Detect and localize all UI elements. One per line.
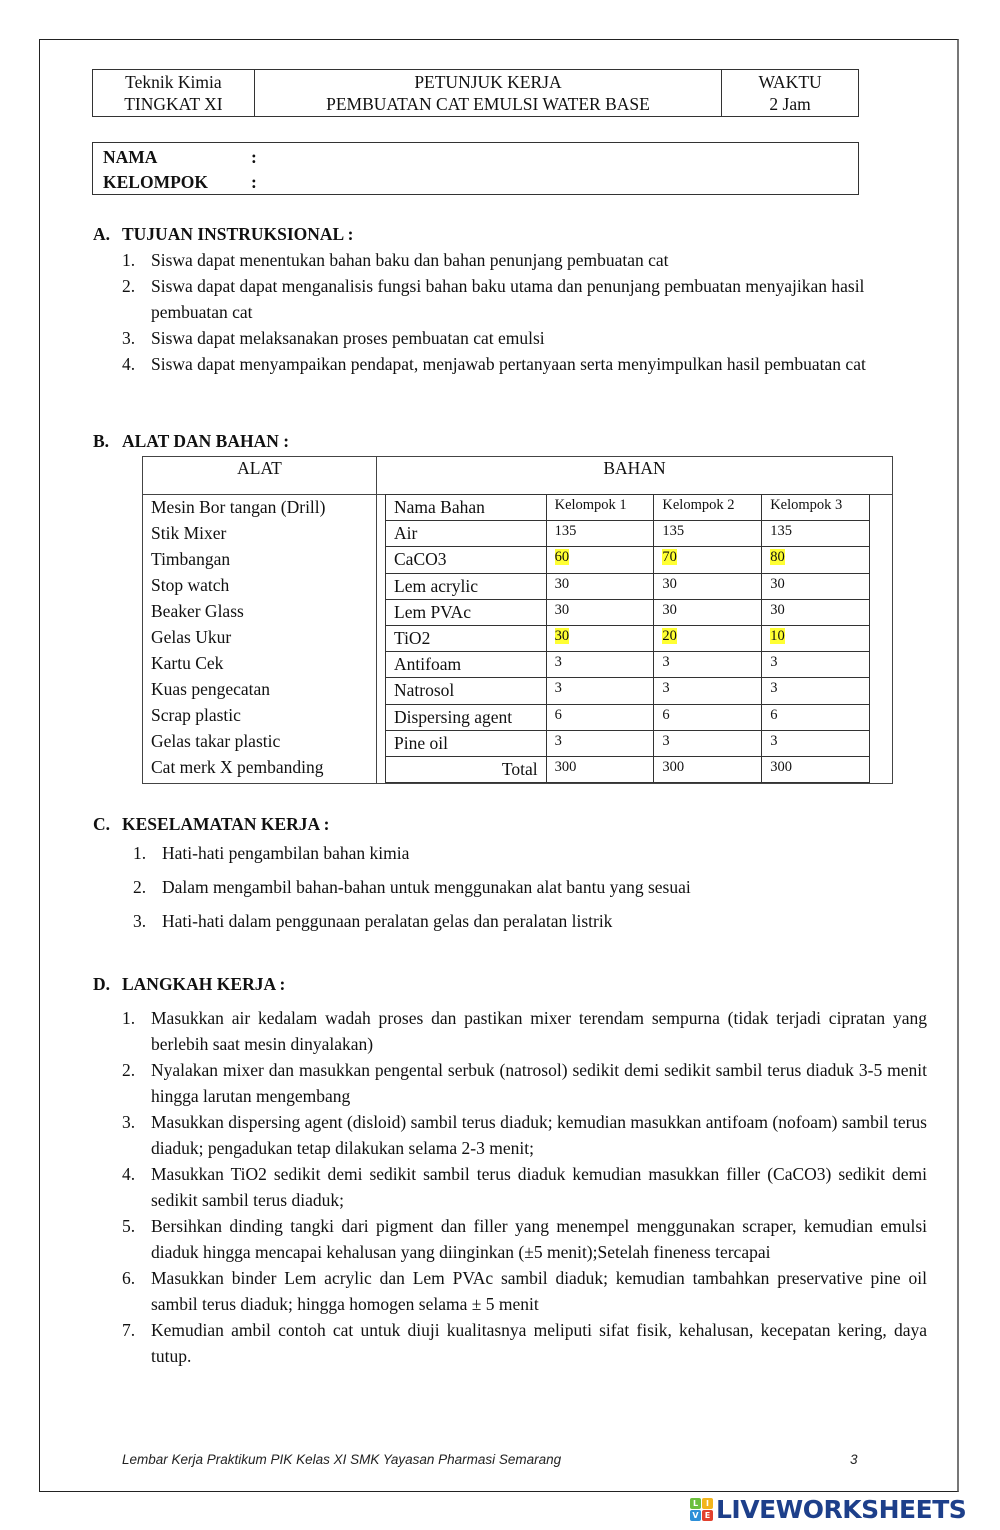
tools-column-header: ALAT (237, 458, 282, 478)
tool-item: Stop watch (151, 575, 230, 595)
amount-cell: 135 (654, 521, 762, 547)
column-header: Nama Bahan (386, 495, 547, 521)
tool-item: Gelas takar plastic (151, 731, 281, 751)
total-cell: 300 (654, 756, 762, 782)
amount-cell: 3 (654, 730, 762, 756)
item-text: Hati-hati pengambilan bahan kimia (162, 843, 410, 863)
list-item (122, 1265, 927, 1317)
material-name: Antifoam (386, 652, 547, 678)
footer-text: Lembar Kerja Praktikum PIK Kelas XI SMK Yayasan Pharmasi Semarang (122, 1452, 562, 1467)
list-item (122, 1161, 927, 1213)
highlighted-amount: 80 (770, 549, 785, 566)
logo-tile: V (690, 1510, 701, 1521)
step-number: 3. (122, 1112, 136, 1132)
material-name: CaCO3 (386, 547, 547, 573)
step-text: Masukkan dispersing agent (disloid) sambil terus diaduk; kemudian masukkan antifoam (nofoam) sambil terus diaduk; pengadukan tetap dilakukan selama 2-3 menit; (151, 1112, 927, 1158)
amount-cell: 3 (654, 652, 762, 678)
logo-tile: I (702, 1498, 713, 1509)
amount-cell (546, 625, 654, 651)
list-item (133, 904, 833, 938)
list-item (133, 870, 833, 904)
tool-item: Timbangan (151, 549, 231, 569)
item-text: Siswa dapat dapat menganalisis fungsi bahan baku utama dan penunjang pembuatan menyajikan hasil pembuatan cat (151, 276, 865, 322)
amount-cell: 30 (762, 573, 870, 599)
amount-cell (654, 547, 762, 573)
item-text: Dalam mengambil bahan-bahan untuk menggunakan alat bantu yang sesuai (162, 877, 691, 897)
amount-cell: 30 (654, 599, 762, 625)
group-label: KELOMPOK (103, 172, 208, 192)
item-text: Siswa dapat menyampaikan pendapat, menjawab pertanyaan serta menyimpulkan hasil pembuatan cat (151, 354, 866, 374)
tool-item: Kartu Cek (151, 653, 224, 673)
group-colon: : (251, 172, 257, 192)
name-colon: : (251, 147, 257, 167)
material-name: Natrosol (386, 678, 547, 704)
highlighted-amount: 10 (770, 627, 785, 644)
material-name: Dispersing agent (386, 704, 547, 730)
amount-cell: 3 (546, 730, 654, 756)
step-number: 2. (122, 1060, 136, 1080)
amount-cell: 30 (546, 573, 654, 599)
amount-cell: 6 (762, 704, 870, 730)
step-number: 5. (122, 1216, 136, 1236)
step-number: 4. (122, 1164, 136, 1184)
tool-item: Gelas Ukur (151, 627, 232, 647)
list-item (122, 1057, 927, 1109)
step-number: 6. (122, 1268, 136, 1288)
amount-cell: 135 (546, 521, 654, 547)
logo-tile: L (690, 1498, 701, 1509)
tool-item: Kuas pengecatan (151, 679, 271, 699)
item-number: 4. (122, 354, 136, 374)
time-value: 2 Jam (769, 94, 811, 114)
table-row (386, 730, 870, 756)
column-header: Kelompok 1 (546, 495, 654, 521)
amount-cell: 3 (762, 678, 870, 704)
total-row (386, 756, 870, 782)
amount-cell: 30 (762, 599, 870, 625)
section-a-title: TUJUAN INSTRUKSIONAL : (122, 224, 354, 244)
grade-level: TINGKAT XI (124, 94, 223, 114)
document-title: PEMBUATAN CAT EMULSI WATER BASE (326, 94, 650, 114)
total-cell: 300 (546, 756, 654, 782)
column-header: Kelompok 3 (762, 495, 870, 521)
section-c-heading (93, 814, 329, 835)
step-number: 7. (122, 1320, 136, 1340)
list-item (122, 351, 927, 377)
amount-cell: 30 (546, 599, 654, 625)
material-name: Lem acrylic (386, 573, 547, 599)
name-row (103, 145, 858, 170)
table-row (386, 547, 870, 573)
amount-cell (654, 625, 762, 651)
section-a-letter: A. (93, 224, 111, 244)
table-row (386, 678, 870, 704)
table-row (386, 521, 870, 547)
item-text: Siswa dapat melaksanakan proses pembuatan cat emulsi (151, 328, 545, 348)
section-d-heading (93, 974, 285, 995)
section-d-letter: D. (93, 974, 111, 994)
amount-cell (546, 547, 654, 573)
amount-cell: 3 (762, 730, 870, 756)
amount-cell: 3 (762, 652, 870, 678)
section-b-letter: B. (93, 431, 110, 451)
group-row (103, 170, 858, 195)
list-item (122, 325, 927, 351)
step-text: Masukkan air kedalam wadah proses dan pastikan mixer terendam sempurna (tidak terjadi cipratan yang berlebih saat mesin dinyalakan) (151, 1008, 927, 1054)
step-text: Nyalakan mixer dan masukkan pengental serbuk (natrosol) sedikit demi sedikit sambil terus diaduk 3-5 menit hingga larutan mengembang (151, 1060, 927, 1106)
liveworksheets-logo-icon (690, 1498, 713, 1521)
step-text: Kemudian ambil contoh cat untuk diuji kualitasnya meliputi sifat fisik, kehalusan, kecepatan kering, daya tutup. (151, 1320, 927, 1366)
tools-list (151, 494, 325, 780)
identity-box (92, 142, 859, 195)
item-number: 2. (122, 276, 136, 296)
list-item (122, 273, 927, 325)
list-item (122, 1109, 927, 1161)
material-name: Air (386, 521, 547, 547)
section-b-title: ALAT DAN BAHAN : (122, 431, 290, 451)
section-a-heading (93, 224, 353, 245)
materials-column-header: BAHAN (603, 458, 666, 478)
page-footer (122, 1452, 862, 1467)
document-header-table (92, 69, 859, 117)
amount-cell: 6 (654, 704, 762, 730)
step-text: Masukkan TiO2 sedikit demi sedikit sambil terus diaduk kemudian masukkan filler (CaCO3) sedikit demi sedikit sambil terus diaduk; (151, 1164, 927, 1210)
page-number: 3 (850, 1452, 858, 1467)
step-text: Bersihkan dinding tangki dari pigment dan filler yang menempel menggunakan scraper, kemudian emulsi diaduk hingga mencapai kehalusan yang diinginkan (±5 menit);Setelah fineness tercapai (151, 1216, 927, 1262)
list-item (122, 247, 927, 273)
item-number: 3. (122, 328, 136, 348)
amount-cell: 6 (546, 704, 654, 730)
list-item (122, 1317, 927, 1369)
section-d-title: LANGKAH KERJA : (122, 974, 286, 994)
table-row (386, 625, 870, 651)
item-text: Hati-hati dalam penggunaan peralatan gelas dan peralatan listrik (162, 911, 613, 931)
procedure-steps-list (122, 1005, 927, 1369)
total-label: Total (386, 756, 547, 782)
column-divider (376, 457, 377, 783)
column-header: Kelompok 2 (654, 495, 762, 521)
highlighted-amount: 20 (662, 627, 677, 644)
amount-cell: 3 (654, 678, 762, 704)
material-name: TiO2 (386, 625, 547, 651)
section-b-heading (93, 431, 289, 452)
tool-item: Stik Mixer (151, 523, 227, 543)
material-name: Pine oil (386, 730, 547, 756)
item-number: 1. (133, 843, 147, 863)
tool-item: Beaker Glass (151, 601, 244, 621)
section-c-letter: C. (93, 814, 111, 834)
name-label: NAMA (103, 147, 158, 167)
list-item (122, 1005, 927, 1057)
title-cell (254, 70, 721, 117)
amount-cell: 3 (546, 652, 654, 678)
item-text: Siswa dapat menentukan bahan baku dan bahan penunjang pembuatan cat (151, 250, 669, 270)
objectives-list (122, 247, 927, 377)
list-item (133, 836, 833, 870)
highlighted-amount: 30 (554, 627, 570, 644)
amount-cell: 30 (654, 573, 762, 599)
brand-wordmark: LIVEWORKSHEETS (716, 1494, 967, 1524)
tool-item: Mesin Bor tangan (Drill) (151, 497, 326, 517)
table-row (386, 599, 870, 625)
amount-cell: 3 (546, 678, 654, 704)
time-label: WAKTU (758, 72, 822, 92)
amount-cell (762, 547, 870, 573)
table-row (386, 704, 870, 730)
step-number: 1. (122, 1008, 136, 1028)
materials-table (385, 494, 870, 783)
table-header-row (386, 495, 870, 521)
table-row (386, 573, 870, 599)
table-row (386, 652, 870, 678)
list-item (122, 1213, 927, 1265)
subject-name: Teknik Kimia (125, 72, 222, 92)
logo-tile: E (702, 1510, 713, 1521)
section-c-title: KESELAMATAN KERJA : (122, 814, 330, 834)
total-cell: 300 (762, 756, 870, 782)
highlighted-amount: 70 (662, 549, 677, 566)
liveworksheets-brand (690, 1494, 966, 1524)
item-number: 1. (122, 250, 136, 270)
document-type: PETUNJUK KERJA (414, 72, 562, 92)
subject-cell (93, 70, 255, 117)
time-cell (722, 70, 859, 117)
item-number: 3. (133, 911, 147, 931)
material-name: Lem PVAc (386, 599, 547, 625)
step-text: Masukkan binder Lem acrylic dan Lem PVAc sambil diaduk; kemudian tambahkan preservative pine oil sambil terus diaduk; hingga homogen selama ± 5 menit (151, 1268, 927, 1314)
amount-cell: 135 (762, 521, 870, 547)
safety-list (133, 836, 833, 938)
tool-item: Scrap plastic (151, 705, 241, 725)
tool-item: Cat merk X pembanding (151, 757, 324, 777)
item-number: 2. (133, 877, 147, 897)
highlighted-amount: 60 (554, 549, 570, 566)
amount-cell (762, 625, 870, 651)
